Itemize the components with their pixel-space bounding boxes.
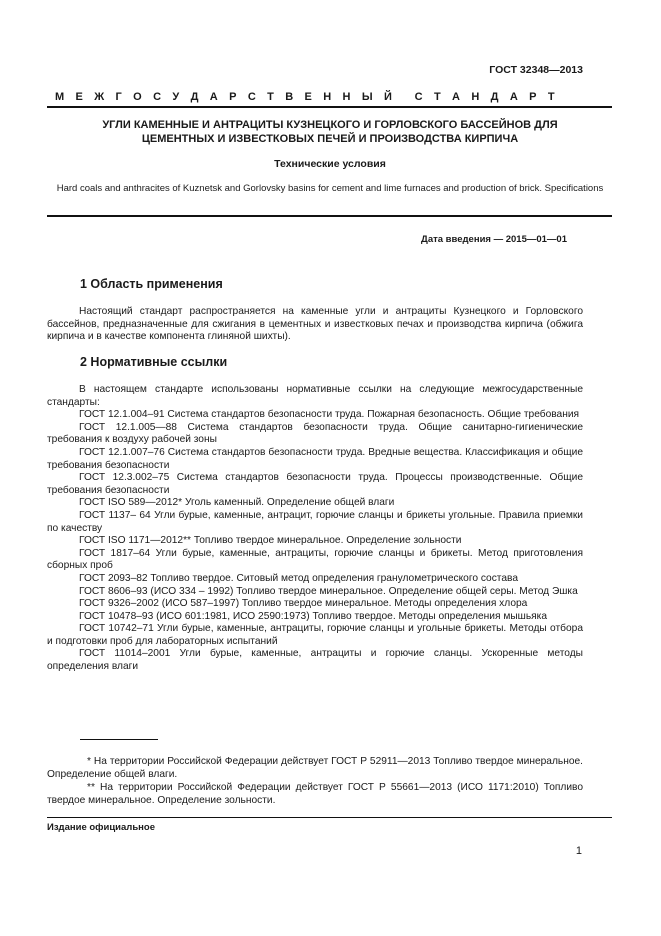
reference-paragraph: ГОСТ 1137– 64 Угли бурые, каменные, антрацит, горючие сланцы и брикеты угольные. Правила приемки по качеству	[47, 509, 583, 534]
banner-underline	[47, 106, 612, 108]
official-edition-label: Издание официальное	[47, 822, 155, 833]
document-title	[50, 118, 610, 146]
banner-letter: У	[172, 91, 180, 103]
banner-letter: Н	[342, 91, 351, 103]
reference-paragraph: ГОСТ ISO 589—2012* Уголь каменный. Определение общей влаги	[79, 497, 395, 509]
footnote-1: * На территории Российской Федерации действует ГОСТ Р 52911—2013 Топливо твердое минеральное. Определение общей влаги.	[47, 756, 583, 780]
banner-letter: Р	[229, 91, 237, 103]
reference-paragraph: ГОСТ 10742–71 Угли бурые, каменные, антрациты, горючие сланцы и угольные брикеты. Методы отбора и подготовки проб для лабораторных испытаний	[47, 623, 583, 647]
reference-paragraph: ГОСТ 12.1.007–76 Система стандартов безопасности труда. Вредные вещества. Классификация и общие требования безопасности	[47, 446, 583, 471]
banner-letter: Г	[115, 91, 122, 103]
banner-letter: Д	[490, 91, 499, 103]
banner-letter: С	[414, 91, 423, 103]
banner-letter: А	[509, 91, 518, 103]
footnotes	[47, 755, 583, 807]
section-2-heading: 2 Нормативные ссылки	[80, 355, 228, 369]
footer-rule	[47, 817, 612, 818]
footnote-2: ** На территории Российской Федерации действует ГОСТ Р 55661—2013 (ИСО 1171:2010) Топливо твердое минеральное. Определение зольности.	[47, 782, 583, 806]
footnote-separator	[80, 739, 158, 740]
reference-paragraph: ГОСТ ISO 1171—2012** Топливо твердое минеральное. Определение зольности	[79, 535, 462, 547]
banner-letter: С	[153, 91, 162, 103]
effective-date: Дата введения — 2015—01—01	[421, 234, 567, 245]
reference-paragraph: ГОСТ 12.3.002–75 Система стандартов безопасности труда. Процессы производственные. Общие требования безопасности	[47, 472, 583, 496]
banner-letter: Д	[190, 91, 199, 103]
banner-letter: Й	[384, 91, 392, 103]
banner-letter: Н	[323, 91, 332, 103]
page-number: 1	[575, 845, 582, 857]
banner-letter: В	[285, 91, 294, 103]
document-code: ГОСТ 32348—2013	[489, 64, 583, 76]
section-1-heading: 1 Область применения	[80, 277, 223, 291]
document-subtitle: Технические условия	[274, 158, 386, 170]
banner-letter: Н	[471, 91, 480, 103]
reference-paragraph: ГОСТ 12.1.005—88 Система стандартов безопасности труда. Общие санитарно-гигиенические требования к воздуху рабочей зоны	[47, 421, 583, 446]
reference-paragraph: ГОСТ 12.1.004–91 Система стандартов безопасности труда. Пожарная безопасность. Общие требования	[79, 409, 580, 421]
reference-paragraph: ГОСТ 11014–2001 Угли бурые, каменные, антрациты и горючие сланцы. Ускоренные методы определения влаги	[47, 648, 583, 673]
banner-letter: А	[209, 91, 218, 103]
section-2-body	[47, 384, 583, 674]
banner-letter: Т	[547, 91, 555, 103]
banner-letter: О	[133, 91, 142, 103]
banner-letter: С	[247, 91, 256, 103]
banner-letter: Т	[267, 91, 274, 103]
reference-paragraph: ГОСТ 2093–82 Топливо твердое. Ситовый метод определения гранулометрического состава	[79, 572, 518, 584]
banner-letter: Р	[529, 91, 537, 103]
banner-letter: М	[55, 91, 65, 103]
title-line-2: ЦЕМЕНТНЫХ И ИЗВЕСТКОВЫХ ПЕЧЕЙ И ПРОИЗВОДСТВА КИРПИЧА	[141, 133, 519, 145]
title-line-1: УГЛИ КАМЕННЫЕ И АНТРАЦИТЫ КУЗНЕЦКОГО И ГОРЛОВСКОГО БАССЕЙНОВ ДЛЯ	[102, 119, 558, 131]
reference-paragraph: В настоящем стандарте использованы нормативные ссылки на следующие межгосударственные стандарты:	[47, 384, 583, 408]
banner-letter: Ы	[361, 91, 373, 103]
section-1-body	[47, 306, 583, 344]
english-title: Hard coals and anthracites of Kuznetsk and Gorlovsky basins for cement and lime furnaces and production of brick. Specifications	[56, 183, 604, 194]
reference-paragraph: ГОСТ 8606–93 (ИСО 334 – 1992) Топливо твердое минеральное. Определение общей серы. Метод Эшка	[79, 585, 578, 597]
banner-letter: А	[452, 91, 460, 103]
section-1-paragraph: Настоящий стандарт распространяется на каменные угли и антрациты Кузнецкого и Горловского бассейнов, предназначенные для сжигания в цементных и известковых печах и производства кирпича (обжига кирпича и в качестве компонента глиняной шихты).	[47, 306, 583, 343]
banner-letter: Т	[433, 91, 441, 103]
banner-letter: Ж	[94, 91, 105, 103]
interstate-standard-banner	[55, 91, 555, 103]
reference-paragraph: ГОСТ 10478–93 (ИСО 601:1981, ИСО 2590:1973) Топливо твердое. Методы определения мышьяка	[79, 610, 547, 622]
banner-letter: Е	[75, 91, 83, 103]
reference-paragraph: ГОСТ 9326–2002 (ИСО 587–1997) Топливо твердое минеральное. Методы определения хлора	[79, 598, 528, 610]
banner-letter: Е	[304, 91, 312, 103]
reference-paragraph: ГОСТ 1817–64 Угли бурые, каменные, антрациты, горючие сланцы и брикеты. Метод приготовления сборных проб	[47, 547, 583, 572]
title-divider	[47, 215, 612, 217]
